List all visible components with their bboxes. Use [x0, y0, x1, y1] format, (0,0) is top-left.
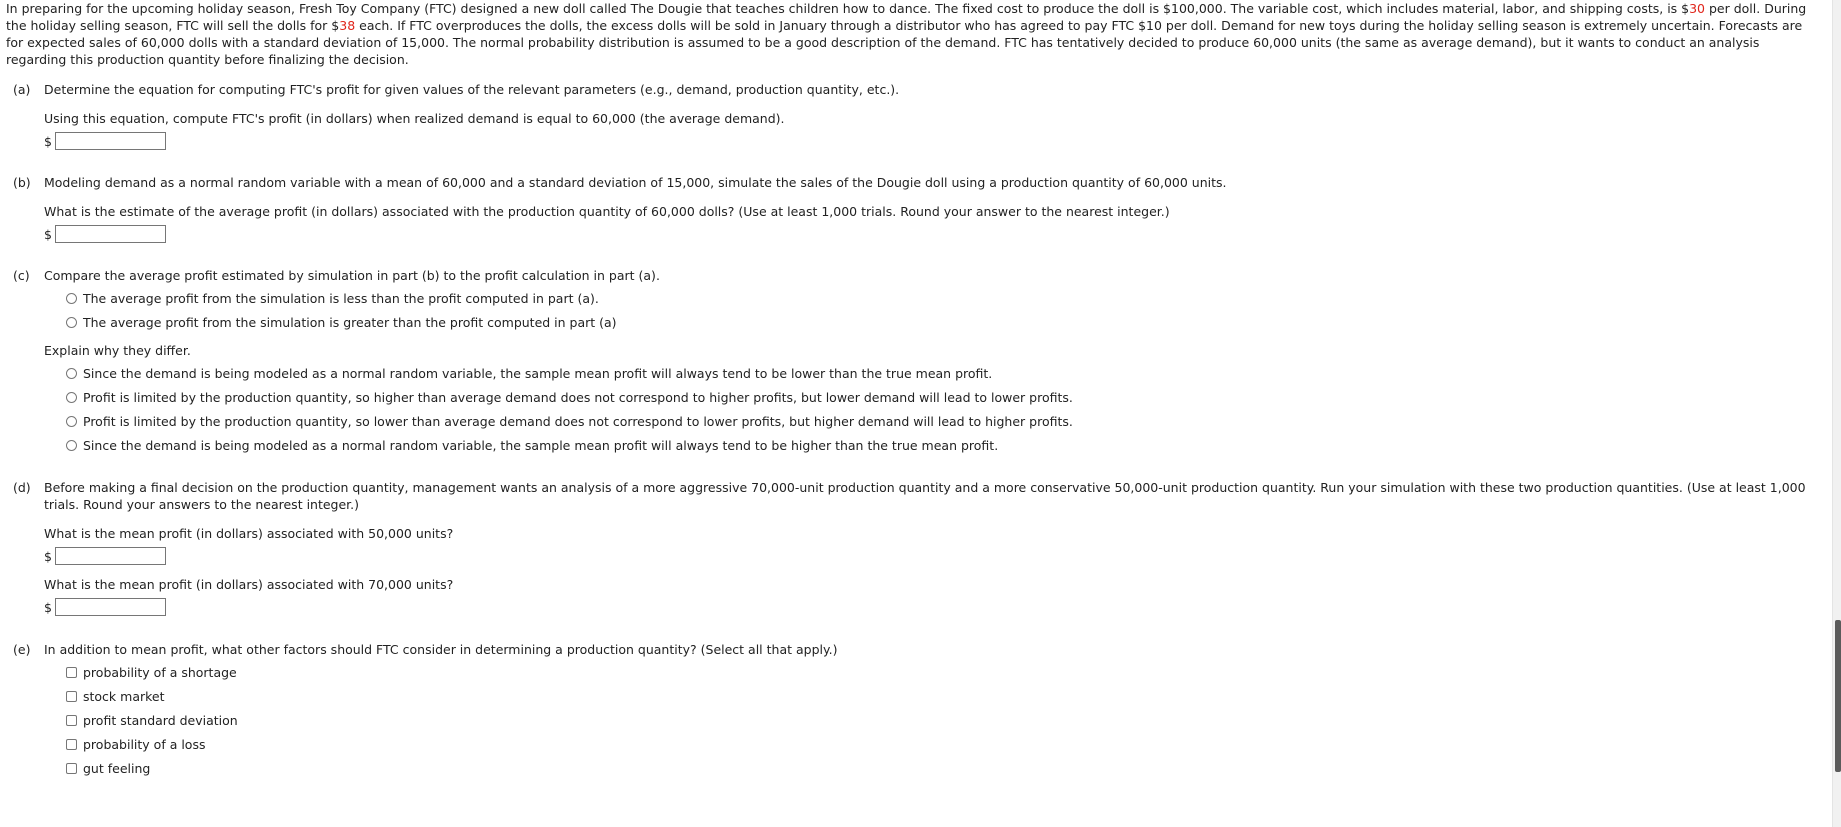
option-label: Profit is limited by the production quantity, so higher than average demand does not correspond to higher profits, but lower demand will lead to lower profits. — [83, 390, 1073, 405]
part-d — [6, 479, 1821, 617]
part-c-option-1[interactable] — [66, 290, 1821, 307]
option-label: probability of a loss — [83, 737, 206, 752]
option-label: gut feeling — [83, 761, 151, 776]
checkbox[interactable] — [66, 667, 77, 678]
part-d-question: Before making a final decision on the production quantity, management wants an analysis of a more aggressive 70,000-unit production quantity and a more conservative 50,000-unit production quantity. Run your simulation with these two production quantities. (Use at least 1,000 trials. Round your answers to the nearest integer.) — [44, 480, 1806, 512]
part-e-option-3[interactable] — [66, 712, 1821, 729]
part-c — [6, 267, 1821, 454]
checkbox[interactable] — [66, 739, 77, 750]
vertical-scrollbar[interactable] — [1832, 0, 1841, 827]
checkbox[interactable] — [66, 715, 77, 726]
part-c-explain-option-2[interactable] — [66, 389, 1821, 406]
dollar-sign: $ — [44, 548, 52, 564]
radio-button[interactable] — [66, 293, 77, 304]
part-e-question: In addition to mean profit, what other factors should FTC consider in determining a production quantity? (Select all that apply.) — [44, 642, 838, 657]
radio-button[interactable] — [66, 392, 77, 403]
checkbox[interactable] — [66, 691, 77, 702]
option-label: Since the demand is being modeled as a normal random variable, the sample mean profit will always tend to be higher than the true mean profit. — [83, 438, 999, 453]
option-label: The average profit from the simulation is less than the profit computed in part (a). — [83, 291, 599, 306]
scrollbar-thumb[interactable] — [1835, 620, 1841, 772]
part-b-label: (b) — [13, 175, 31, 190]
part-a — [6, 81, 1821, 151]
part-b — [6, 174, 1821, 244]
part-d-subquestion-2: What is the mean profit (in dollars) associated with 70,000 units? — [44, 577, 454, 592]
part-b-subquestion: What is the estimate of the average profit (in dollars) associated with the production quantity of 60,000 dolls? (Use at least 1,000 trials. Round your answer to the nearest integer.) — [44, 204, 1170, 219]
dollar-sign: $ — [44, 599, 52, 615]
radio-button[interactable] — [66, 416, 77, 427]
part-d-answer-row-2 — [44, 597, 1821, 617]
intro-text-3: each. If FTC overproduces the dolls, the excess dolls will be sold in January through a distributor who has agreed to pay FTC $10 per doll. Demand for new toys during the holiday selling season is extremely uncertain. Forecasts are for expected sales of 60,000 dolls with a standard deviation of 15,000. The normal probability distribution is assumed to be a good description of the demand. FTC has tentatively decided to produce 60,000 units (the same as average demand), but it wants to conduct an analysis regarding this production quantity before finalizing the decision. — [6, 18, 1803, 67]
part-a-subquestion: Using this equation, compute FTC's profit (in dollars) when realized demand is equal to 60,000 (the average demand). — [44, 111, 785, 126]
variable-cost-value: 30 — [1689, 1, 1706, 16]
dollar-sign: $ — [44, 226, 52, 242]
part-e-option-1[interactable] — [66, 664, 1821, 681]
option-label: The average profit from the simulation is greater than the profit computed in part (a) — [83, 315, 617, 330]
intro-text-2: per doll. During the holiday selling season, FTC will sell the dolls for $ — [6, 1, 1807, 33]
part-e-option-4[interactable] — [66, 736, 1821, 753]
part-a-answer-input[interactable] — [55, 132, 166, 150]
part-c-label: (c) — [13, 268, 30, 283]
part-c-explain-prompt: Explain why they differ. — [44, 343, 191, 358]
part-b-answer-input[interactable] — [55, 225, 166, 243]
part-b-question: Modeling demand as a normal random variable with a mean of 60,000 and a standard deviation of 15,000, simulate the sales of the Dougie doll using a production quantity of 60,000 units. — [44, 175, 1227, 190]
part-e-label: (e) — [13, 642, 31, 657]
price-value: 38 — [339, 18, 356, 33]
part-d-answer-input-1[interactable] — [55, 547, 166, 565]
part-c-question: Compare the average profit estimated by simulation in part (b) to the profit calculation in part (a). — [44, 268, 660, 283]
question-content — [6, 0, 1821, 777]
dollar-sign: $ — [44, 133, 52, 149]
part-d-answer-row-1 — [44, 546, 1821, 566]
checkbox[interactable] — [66, 763, 77, 774]
part-d-subquestion-1: What is the mean profit (in dollars) associated with 50,000 units? — [44, 526, 454, 541]
part-e — [6, 641, 1821, 777]
option-label: profit standard deviation — [83, 713, 238, 728]
option-label: stock market — [83, 689, 165, 704]
part-e-option-2[interactable] — [66, 688, 1821, 705]
part-d-label: (d) — [13, 480, 31, 495]
option-label: probability of a shortage — [83, 665, 237, 680]
problem-intro — [6, 0, 1821, 68]
part-c-explain-option-3[interactable] — [66, 413, 1821, 430]
part-a-question: Determine the equation for computing FTC's profit for given values of the relevant parameters (e.g., demand, production quantity, etc.). — [44, 82, 900, 97]
radio-button[interactable] — [66, 317, 77, 328]
part-b-answer-row — [44, 224, 1821, 244]
intro-text-1: In preparing for the upcoming holiday season, Fresh Toy Company (FTC) designed a new doll called The Dougie that teaches children how to dance. The fixed cost to produce the doll is $100,000. The variable cost, which includes material, labor, and shipping costs, is $ — [6, 1, 1690, 16]
option-label: Since the demand is being modeled as a normal random variable, the sample mean profit will always tend to be lower than the true mean profit. — [83, 366, 993, 381]
part-c-explain-option-1[interactable] — [66, 365, 1821, 382]
option-label: Profit is limited by the production quantity, so lower than average demand does not correspond to lower profits, but higher demand will lead to higher profits. — [83, 414, 1073, 429]
part-c-option-2[interactable] — [66, 314, 1821, 331]
part-d-answer-input-2[interactable] — [55, 598, 166, 616]
part-c-explain-option-4[interactable] — [66, 437, 1821, 454]
part-a-answer-row — [44, 131, 1821, 151]
radio-button[interactable] — [66, 368, 77, 379]
part-e-option-5[interactable] — [66, 760, 1821, 777]
part-a-label: (a) — [13, 82, 31, 97]
radio-button[interactable] — [66, 440, 77, 451]
